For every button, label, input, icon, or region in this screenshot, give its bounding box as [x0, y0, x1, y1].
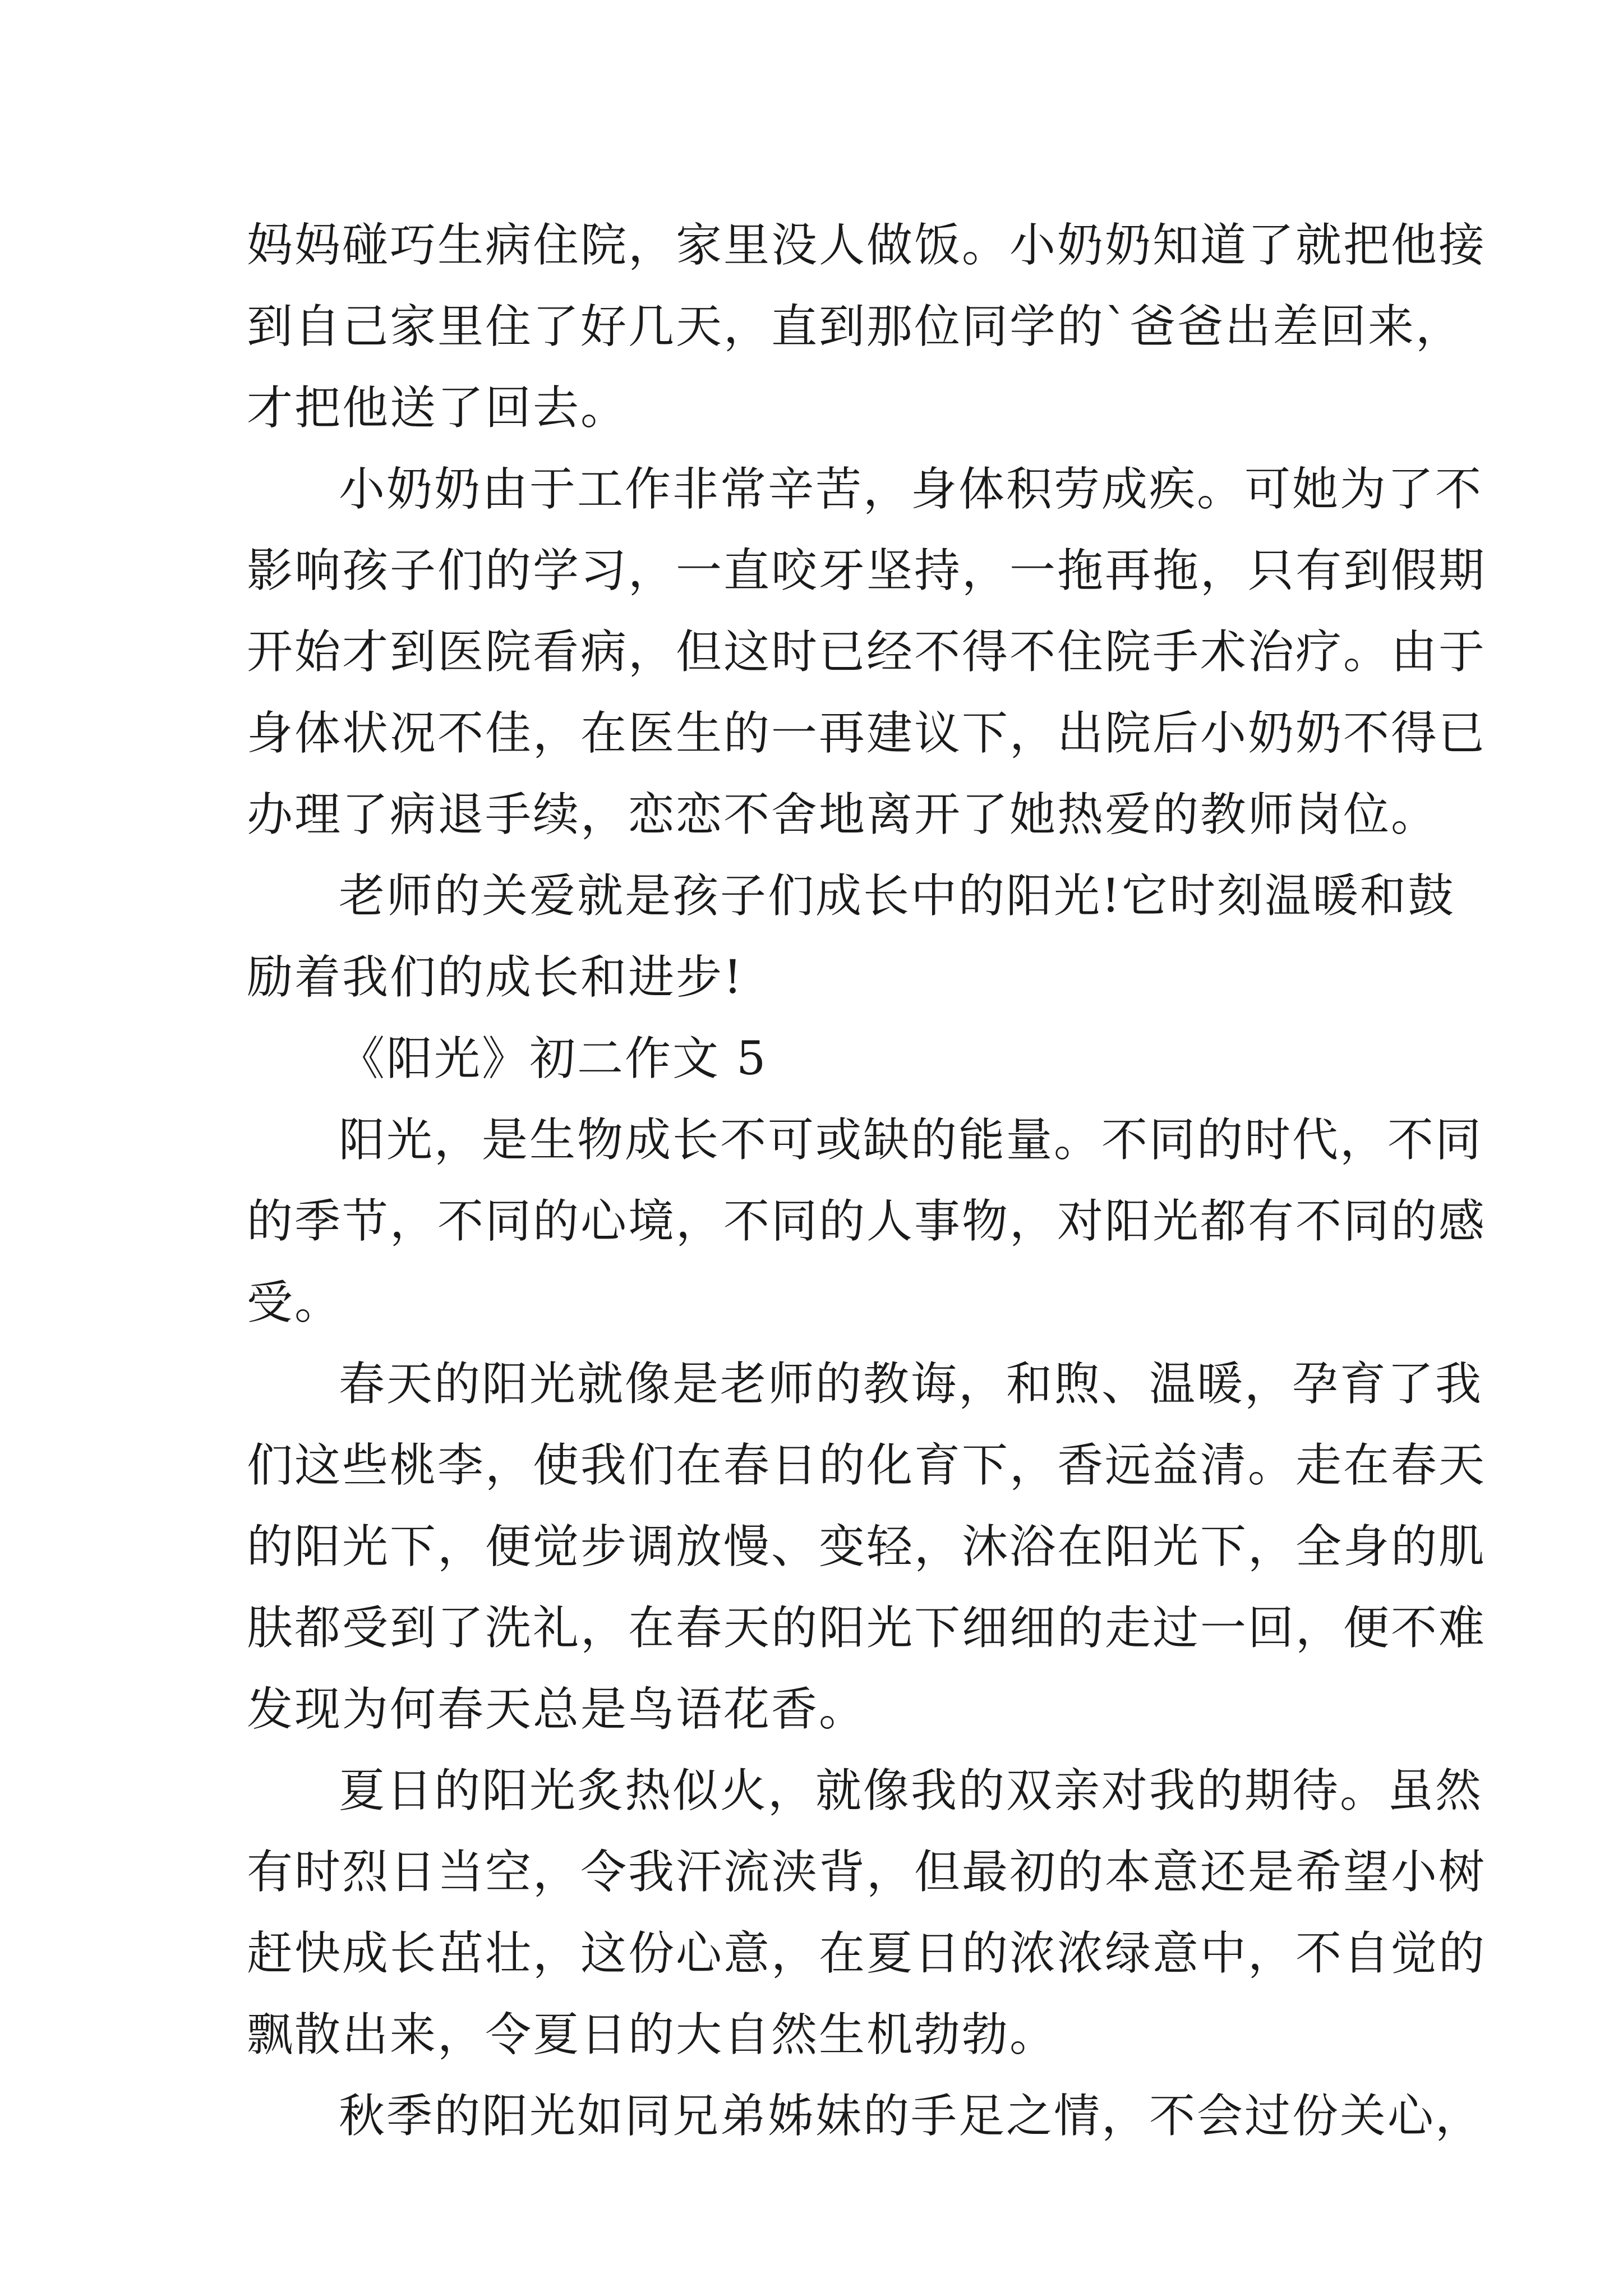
- paragraph-first-line: 《阳光》初二作文 5: [339, 1032, 768, 1085]
- text-line: 肤都受到了洗礼，在春天的阳光下细细的走过一回，便不难: [247, 1602, 1487, 1655]
- text-line: 身体状况不佳，在医生的一再建议下，出院后小奶奶不得已: [247, 707, 1487, 760]
- text-line: 的季节，不同的心境，不同的人事物，对阳光都有不同的感: [247, 1195, 1487, 1248]
- text-line: 受。: [247, 1276, 343, 1329]
- paragraph-first-line: 秋季的阳光如同兄弟姊妹的手足之情，不会过份关心，: [339, 2090, 1483, 2143]
- text-line: 影响孩子们的学习，一直咬牙坚持，一拖再拖，只有到假期: [247, 544, 1487, 597]
- text-line: 妈妈碰巧生病住院，家里没人做饭。小奶奶知道了就把他接: [247, 219, 1487, 272]
- document-body: [247, 205, 1487, 2157]
- text-line: 励着我们的成长和进步!: [247, 951, 744, 1004]
- paragraph-first-line: 阳光，是生物成长不可或缺的能量。不同的时代，不同: [339, 1114, 1483, 1167]
- text-line: 有时烈日当空，令我汗流浃背，但最初的本意还是希望小树: [247, 1846, 1487, 1899]
- text-line: 到自己家里住了好几天，直到那位同学的`爸爸出差回来，: [247, 300, 1464, 353]
- text-line: 们这些桃李，使我们在春日的化育下，香远益清。走在春天: [247, 1439, 1487, 1492]
- text-line: 飘散出来，令夏日的大自然生机勃勃。: [247, 2008, 1058, 2062]
- text-line: 才把他送了回去。: [247, 381, 629, 435]
- text-line: 的阳光下，便觉步调放慢、变轻，沐浴在阳光下，全身的肌: [247, 1520, 1487, 1573]
- paragraph-first-line: 夏日的阳光炙热似火，就像我的双亲对我的期待。虽然: [339, 1764, 1483, 1818]
- text-line: 发现为何春天总是鸟语花香。: [247, 1683, 867, 1736]
- text-line: 办理了病退手续，恋恋不舍地离开了她热爱的教师岗位。: [247, 788, 1439, 841]
- paragraph-first-line: 春天的阳光就像是老师的教诲，和煦、温暖，孕育了我: [339, 1358, 1483, 1411]
- paragraph-first-line: 老师的关爱就是孩子们成长中的阳光!它时刻温暖和鼓: [339, 869, 1455, 923]
- text-line: 开始才到医院看病，但这时已经不得不住院手术治疗。由于: [247, 625, 1487, 679]
- text-line: 赶快成长茁壮，这份心意，在夏日的浓浓绿意中，不自觉的: [247, 1927, 1487, 1980]
- paragraph-first-line: 小奶奶由于工作非常辛苦，身体积劳成疾。可她为了不: [339, 463, 1483, 516]
